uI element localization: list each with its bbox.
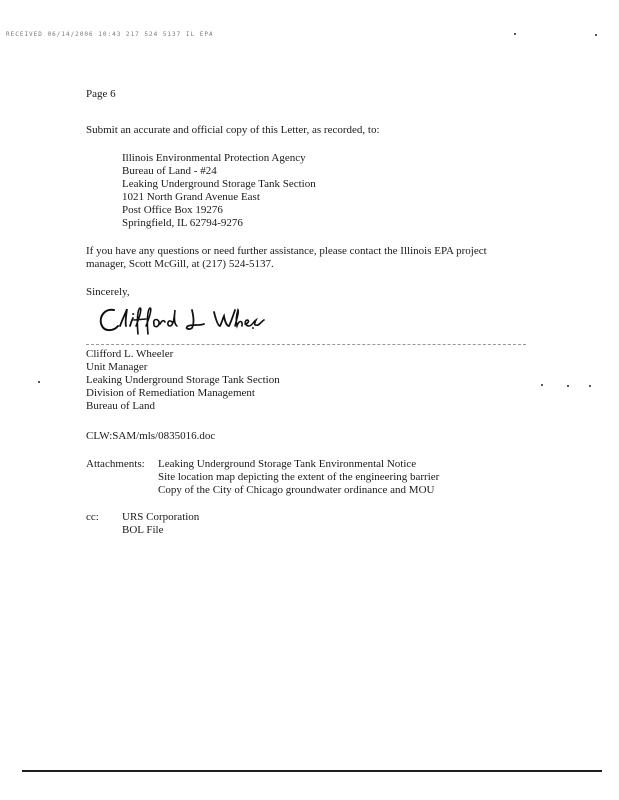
cc-label: cc:: [86, 511, 99, 523]
cc-recipient: URS Corporation: [122, 511, 200, 523]
contact-paragraph-line: If you have any questions or need further assistance, please contact the Illinois EPA project: [86, 245, 487, 257]
scan-speck: [541, 384, 543, 386]
scan-speck: [589, 385, 591, 387]
signature-rule: [86, 344, 526, 345]
page-number: Page 6: [86, 88, 116, 100]
address-line: Springfield, IL 62794-9276: [122, 217, 243, 229]
submit-instruction: Submit an accurate and official copy of this Letter, as recorded, to:: [86, 124, 380, 136]
signatory-division: Division of Remediation Management: [86, 387, 255, 399]
signatory-bureau: Bureau of Land: [86, 400, 156, 412]
signatory-name: Clifford L. Wheeler: [86, 348, 174, 360]
cc-recipient: BOL File: [122, 524, 164, 536]
attachment-item: Copy of the City of Chicago groundwater ordinance and MOU: [158, 484, 435, 496]
address-line: Bureau of Land - #24: [122, 165, 217, 177]
address-line: Post Office Box 19276: [122, 204, 223, 216]
attachment-item: Site location map depicting the extent of the engineering barrier: [158, 471, 440, 483]
address-line: Leaking Underground Storage Tank Section: [122, 178, 316, 190]
closing: Sincerely,: [86, 286, 130, 298]
scan-speck: [514, 33, 516, 35]
contact-paragraph-line: manager, Scott McGill, at (217) 524-5137.: [86, 258, 274, 270]
attachment-item: Leaking Underground Storage Tank Environmental Notice: [158, 458, 417, 470]
address-line: Illinois Environmental Protection Agency: [122, 152, 306, 164]
reference-initials: CLW:SAM/mls/0835016.doc: [86, 430, 216, 442]
signatory-section: Leaking Underground Storage Tank Section: [86, 374, 280, 386]
handwritten-signature: [96, 304, 271, 338]
fax-header: RECEIVED 06/14/2006 10:43 217 524 5137 IL EPA: [6, 31, 214, 38]
scan-speck: [567, 385, 569, 387]
attachments-label: Attachments:: [86, 458, 145, 470]
signatory-title: Unit Manager: [86, 361, 148, 373]
scan-speck: [38, 381, 40, 383]
scan-speck: [595, 34, 597, 36]
address-line: 1021 North Grand Avenue East: [122, 191, 260, 203]
scan-bottom-edge: [22, 770, 602, 772]
